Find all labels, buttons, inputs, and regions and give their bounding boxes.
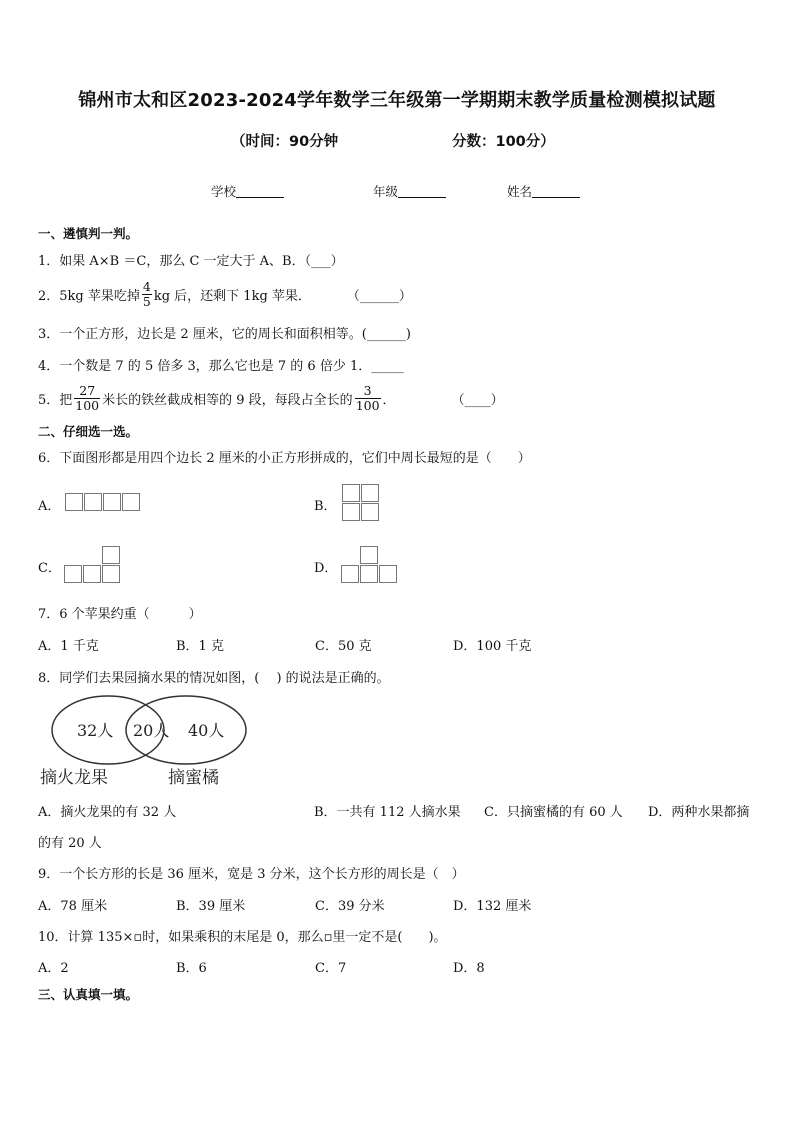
q5-post: ． [382,392,396,408]
q2-pre: 2．5kg 苹果吃掉 [38,288,140,304]
q5-pre: 5．把 [38,392,73,408]
q5-blank: （____） [451,392,504,408]
figure-square [360,565,378,583]
figure-square [65,493,83,511]
q8-option-d[interactable]: D．两种水果都摘 [648,805,750,820]
grade-blank[interactable] [398,185,446,198]
section-3-heading: 三、认真填一填。 [38,987,139,1002]
q5-fraction-2 [355,384,381,413]
figure-square [122,493,140,511]
name-label: 姓名 [507,184,533,199]
figure-square [360,546,378,564]
venn-diagram [40,694,260,796]
school-blank[interactable] [236,185,284,198]
figure-square [103,493,121,511]
q10-option-c[interactable]: C．7 [315,961,347,976]
question-4: 4．一个数是 7 的 5 倍多 3，那么它也是 7 的 6 倍少 1．_____ [38,359,404,374]
q10-option-b[interactable]: B．6 [176,961,207,976]
question-5 [38,380,504,416]
grade-label: 年级 [373,184,399,199]
q2-blank: （______） [346,288,412,304]
figure-square [361,484,379,502]
q6-figure-c [64,546,121,584]
question-8: 8．同学们去果园摘水果的情况如图，( ) 的说法是正确的。 [38,671,390,686]
figure-square [102,546,120,564]
school-label: 学校 [211,184,237,199]
q9-option-d[interactable]: D．132 厘米 [453,899,532,914]
q6-option-d-label[interactable]: D． [314,561,338,576]
q9-option-b[interactable]: B．39 厘米 [176,899,246,914]
q10-option-a[interactable]: A．2 [38,961,69,976]
question-7: 7．6 个苹果约重（ ） [38,607,202,622]
question-3: 3．一个正方形，边长是 2 厘米，它的周长和面积相等。(______) [38,327,411,342]
section-1-heading: 一、遴慎判一判。 [38,226,139,241]
q8-option-c[interactable]: C．只摘蜜橘的有 60 人 [484,805,623,820]
venn-right-value: 40人 [188,721,225,740]
section-2-heading: 二、仔细选一选。 [38,424,139,439]
q6-option-a-label[interactable]: A． [38,499,61,514]
q5-mid: 米长的铁丝截成相等的 9 段，每段占全长的 [102,392,353,408]
q8-option-b[interactable]: B．一共有 112 人摘水果 [314,805,461,820]
q2-numerator: 4 [142,278,151,294]
q8-option-a[interactable]: A．摘火龙果的有 32 人 [38,805,177,820]
q5-fraction-1 [74,384,100,413]
q6-option-c-label[interactable]: C． [38,561,61,576]
figure-square [341,565,359,583]
question-9: 9．一个长方形的长是 36 厘米，宽是 3 分米，这个长方形的周长是（ ） [38,867,465,882]
q2-post: kg 后，还剩下 1kg 苹果． [153,288,311,304]
score-info: 分数：100分） [452,134,555,150]
q5-numerator-1: 27 [74,384,100,399]
q5-denominator-1: 100 [75,397,100,413]
name-blank[interactable] [532,185,580,198]
q7-option-c[interactable]: C．50 克 [315,639,372,654]
venn-left-caption: 摘火龙果 [40,768,108,788]
q9-option-c[interactable]: C．39 分米 [315,899,385,914]
question-1: 1．如果 A×B ＝C，那么 C 一定大于 A、B．（___） [38,254,344,269]
page-title: 锦州市太和区2023-2024学年数学三年级第一学期期末教学质量检测模拟试题 [78,90,716,111]
figure-square [84,493,102,511]
q2-denominator: 5 [142,293,151,309]
figure-square [361,503,379,521]
figure-square [342,503,360,521]
q7-option-a[interactable]: A．1 千克 [38,639,99,654]
question-6: 6．下面图形都是用四个边长 2 厘米的小正方形拼成的，它们中周长最短的是（ ） [38,451,531,466]
figure-square [102,565,120,583]
venn-overlap-value: 20人 [133,721,170,740]
figure-square [83,565,101,583]
venn-right-caption: 摘蜜橘 [168,768,219,788]
q5-numerator-2: 3 [355,384,381,399]
q8-option-d-continued: 的有 20 人 [38,836,102,851]
q5-denominator-2: 100 [355,397,380,413]
figure-square [342,484,360,502]
grade-field [373,182,446,200]
name-field [507,182,580,200]
q7-option-d[interactable]: D．100 千克 [453,639,532,654]
school-field [211,182,284,200]
q9-option-a[interactable]: A．78 厘米 [38,899,108,914]
q6-figure-a [65,493,141,512]
question-2 [38,276,412,312]
time-info: （时间：90分钟 [231,134,339,150]
figure-square [64,565,82,583]
q6-figure-d [341,546,398,584]
question-10: 10．计算 135×▫时，如果乘积的末尾是 0，那么▫里一定不是( )。 [38,930,447,945]
q7-option-b[interactable]: B．1 克 [176,639,224,654]
q6-option-b-label[interactable]: B． [314,499,337,514]
q10-option-d[interactable]: D．8 [453,961,485,976]
figure-square [379,565,397,583]
q6-figure-b [342,484,380,522]
venn-left-value: 32人 [77,721,114,740]
q2-fraction [142,280,152,309]
